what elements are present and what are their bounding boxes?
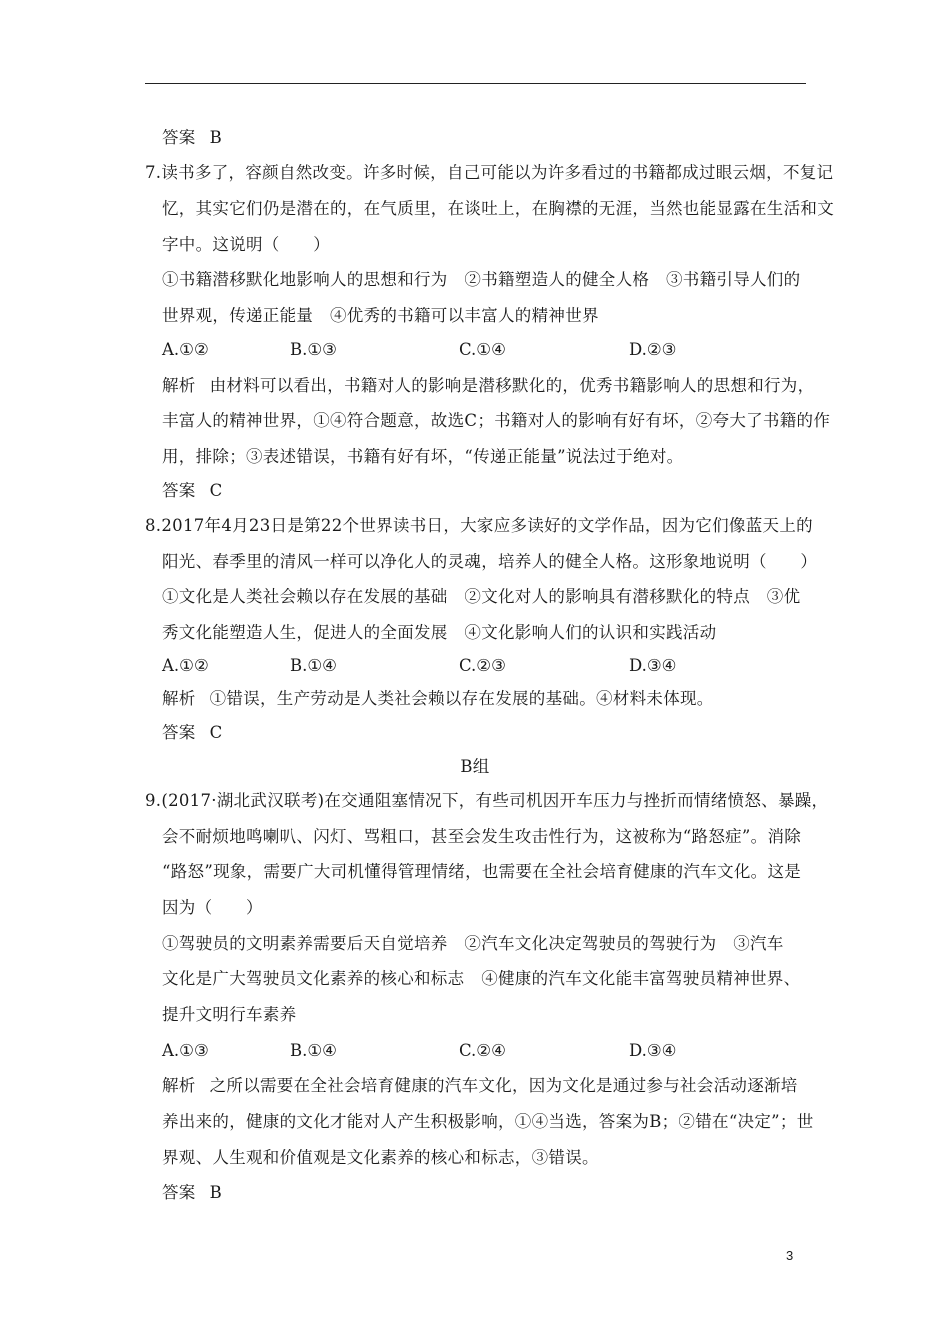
q8-line-4: 秀文化能塑造人生，促进人的全面发展 ④文化影响人们的认识和实践活动 (162, 623, 717, 642)
q9-line-5: ①驾驶员的文明素养需要后天自觉培养 ②汽车文化决定驾驶员的驾驶行为 ③汽车 (162, 934, 784, 953)
q9-line-4: 因为（ ） (162, 898, 263, 917)
q7-line-4: ①书籍潜移默化地影响人的思想和行为 ②书籍塑造人的健全人格 ③书籍引导人们的 (162, 270, 801, 289)
q9-line-2: 会不耐烦地鸣喇叭、闪灯、骂粗口，甚至会发生攻击性行为，这被称为“路怒症”。消除 (162, 827, 802, 846)
q8-analysis-line-1 (162, 689, 714, 709)
q7-analysis-line-3: 用，排除；③表述错误，书籍有好有坏，“传递正能量”说法过于绝对。 (162, 447, 684, 466)
answer-value: C (209, 723, 223, 742)
q7-answer-line (162, 481, 223, 501)
q9-option-c: C.②④ (459, 1041, 506, 1060)
q9-answer-line (162, 1183, 222, 1203)
q8-option-b: B.①④ (290, 656, 337, 675)
page-number: 3 (786, 1248, 794, 1263)
header-rule (145, 83, 806, 84)
analysis-text: 之所以需要在全社会培育健康的汽车文化，因为文化是通过参与社会活动逐渐培 (209, 1076, 798, 1095)
q9-analysis-line-2: 养出来的，健康的文化才能对人产生积极影响，①④当选，答案为B；②错在“决定”；世 (162, 1112, 814, 1131)
answer-line-6 (162, 128, 222, 148)
q7-option-d: D.②③ (629, 340, 677, 359)
q8-line-2: 阳光、春季里的清风一样可以净化人的灵魂，培养人的健全人格。这形象地说明（ ） (162, 552, 818, 571)
q9-analysis-line-3: 界观、人生观和价值观是文化素养的核心和标志，③错误。 (162, 1148, 599, 1167)
q7-analysis-line-2: 丰富人的精神世界，①④符合题意，故选C；书籍对人的影响有好有坏，②夸大了书籍的作 (162, 411, 831, 430)
q9-analysis-line-1 (162, 1076, 798, 1096)
analysis-text: ①错误，生产劳动是人类社会赖以存在发展的基础。④材料未体现。 (209, 689, 714, 708)
q7-line-5: 世界观，传递正能量 ④优秀的书籍可以丰富人的精神世界 (162, 306, 599, 325)
q9-line-3: “路怒”现象，需要广大司机懂得管理情绪，也需要在全社会培育健康的汽车文化。这是 (162, 862, 802, 881)
q9-line-6: 文化是广大驾驶员文化素养的核心和标志 ④健康的汽车文化能丰富驾驶员精神世界、 (162, 969, 801, 988)
answer-value: B (209, 128, 223, 147)
q9-option-b: B.①④ (290, 1041, 337, 1060)
analysis-label: 解析 (162, 1076, 196, 1095)
answer-value: C (209, 481, 223, 500)
q8-option-a: A.①② (162, 656, 209, 675)
q7-option-b: B.①③ (290, 340, 337, 359)
q8-answer-line (162, 723, 223, 743)
q8-line-3: ①文化是人类社会赖以存在发展的基础 ②文化对人的影响具有潜移默化的特点 ③优 (162, 587, 801, 606)
analysis-label: 解析 (162, 689, 196, 708)
q7-option-c: C.①④ (459, 340, 506, 359)
q8-option-c: C.②③ (459, 656, 506, 675)
q8-line-1: 8.2017年4月23日是第22个世界读书日，大家应多读好的文学作品，因为它们像蓝天上的 (145, 516, 813, 535)
q9-option-d: D.③④ (629, 1041, 677, 1060)
answer-label: 答案 (162, 481, 196, 500)
q9-line-7: 提升文明行车素养 (162, 1005, 297, 1024)
answer-label: 答案 (162, 723, 196, 742)
analysis-label: 解析 (162, 376, 196, 395)
q7-line-1: 7.读书多了，容颜自然改变。许多时候，自己可能以为许多看过的书籍都成过眼云烟，不复记 (145, 163, 834, 182)
q9-option-a: A.①③ (162, 1041, 209, 1060)
q7-analysis-line-1 (162, 376, 814, 396)
q7-line-3: 字中。这说明（ ） (162, 235, 330, 254)
analysis-text: 由材料可以看出，书籍对人的影响是潜移默化的，优秀书籍影响人的思想和行为， (209, 376, 815, 395)
answer-label: 答案 (162, 1183, 196, 1202)
q8-option-d: D.③④ (629, 656, 677, 675)
q7-line-2: 忆，其实它们仍是潜在的，在气质里，在谈吐上，在胸襟的无涯，当然也能显露在生活和文 (162, 199, 834, 218)
answer-value: B (209, 1183, 223, 1202)
answer-label: 答案 (162, 128, 196, 147)
q7-option-a: A.①② (162, 340, 209, 359)
q9-line-1: 9.(2017·湖北武汉联考)在交通阻塞情况下，有些司机因开车压力与挫折而情绪愤怒、暴躁， (145, 791, 829, 810)
group-heading: B组 (460, 757, 490, 776)
